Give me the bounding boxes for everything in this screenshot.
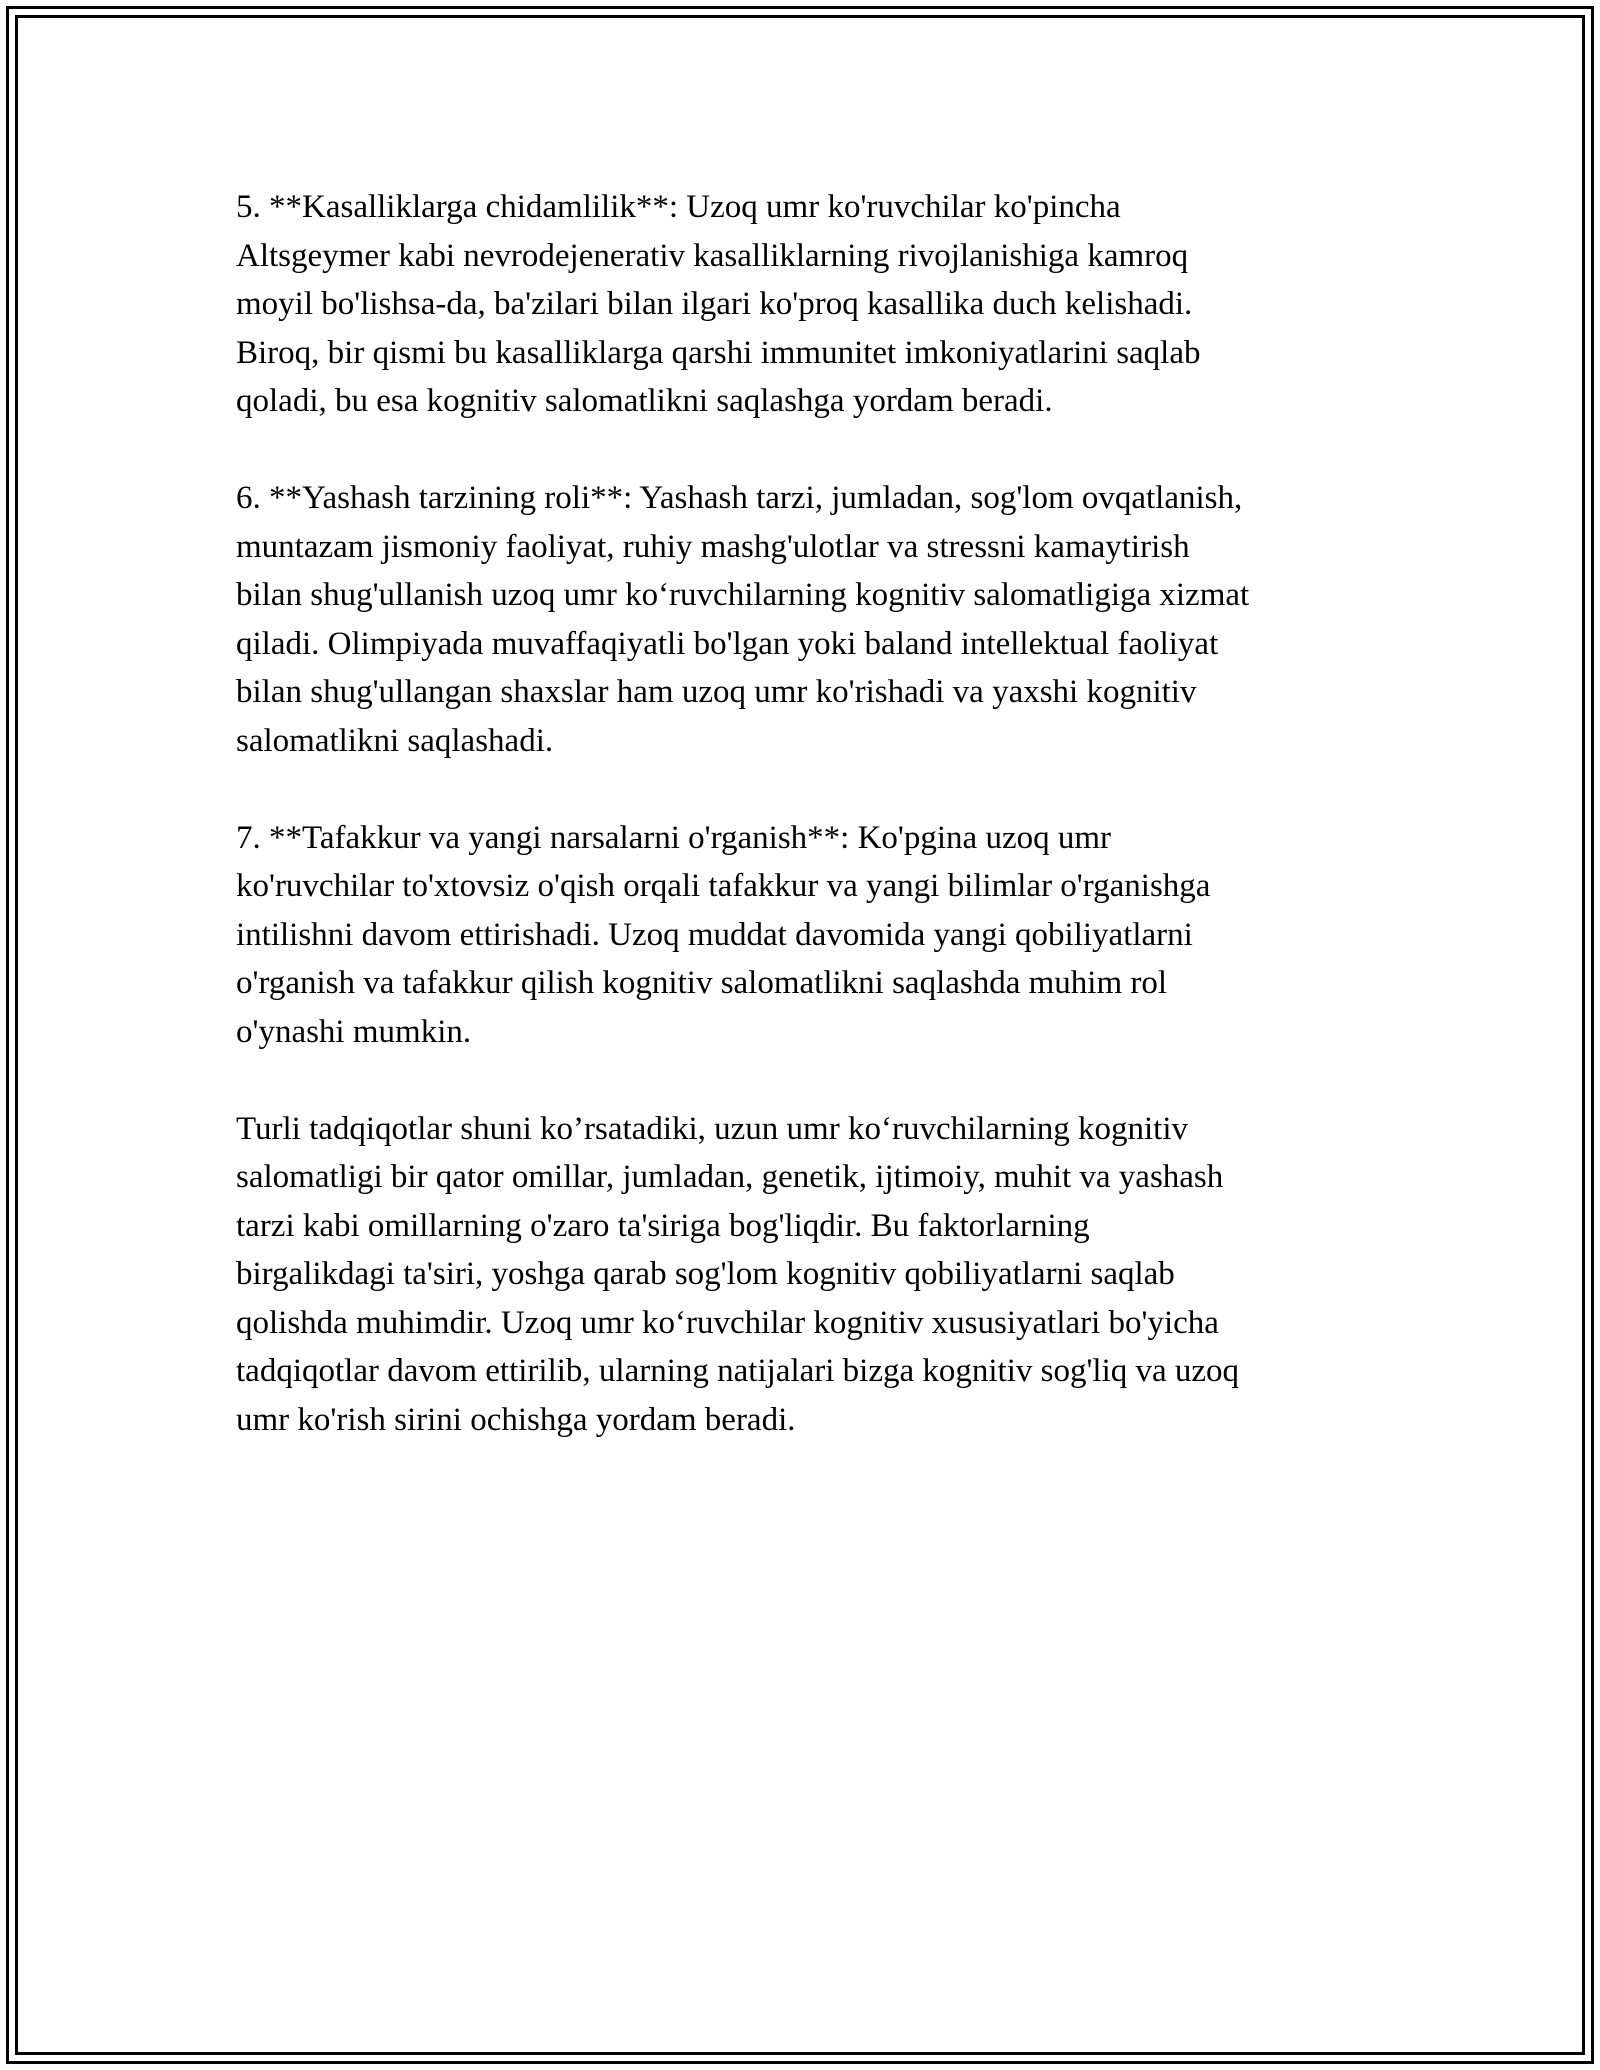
paragraph-conclusion: Turli tadqiqotlar shuni ko’rsatadiki, uzun umr ko‘ruvchilarning kognitiv salomatligi bir qator omillar, jumladan, genetik, ijtimoiy, muhit va yashash tarzi kabi omillarning o'zaro ta'siriga bog'liqdir. Bu faktorlarning birgalikdagi ta'siri, yoshga qarab sog'lom kognitiv qobiliyatlarni saqlab qolishda muhimdir. Uzoq umr ko‘ruvchilar kognitiv xususiyatlari bo'yicha tadqiqotlar davom ettirilib, ularning natijalari bizga kognitiv sog'liq va uzoq umr ko'rish sirini ochishga yordam beradi. xyxy=(236,1110,1240,1438)
paragraph-6-lifestyle-role: 6. **Yashash tarzining roli**: Yashash tarzi, jumladan, sog'lom ovqatlanish, muntazam jismoniy faoliyat, ruhiy mashg'ulotlar va stressni kamaytirish bilan shug'ullanish uzoq umr ko‘ruvchilarning kognitiv salomatligiga xizmat qiladi. Olimpiyada muvaffaqiyatli bo'lgan yoki baland intellektual faoliyat bilan shug'ullangan shaxslar ham uzoq umr ko'rishadi va yaxshi kognitiv salomatlikni saqlashadi. xyxy=(236,480,1250,759)
document-body xyxy=(236,183,1406,1493)
paragraph-5-disease-resistance: 5. **Kasalliklarga chidamlilik**: Uzoq umr ko'ruvchilar ko'pincha Altsgeymer kabi nevrodejenerativ kasalliklarning rivojlanishiga kamroq moyil bo'lishsa-da, ba'zilari bilan ilgari ko'proq kasallika duch kelishadi. Biroq, bir qismi bu kasalliklarga qarshi immunitet imkoniyatlarini saqlab qoladi, bu esa kognitiv salomatlikni saqlashga yordam beradi. xyxy=(236,189,1201,419)
paragraph-7-thinking-learning: 7. **Tafakkur va yangi narsalarni o'rganish**: Ko'pgina uzoq umr ko'ruvchilar to'xtovsiz o'qish orqali tafakkur va yangi bilimlar o'rganishga intilishni davom ettirishadi. Uzoq muddat davomida yangi qobiliyatlarni o'rganish va tafakkur qilish kognitiv salomatlikni saqlashda muhim rol o'ynashi mumkin. xyxy=(236,819,1211,1050)
